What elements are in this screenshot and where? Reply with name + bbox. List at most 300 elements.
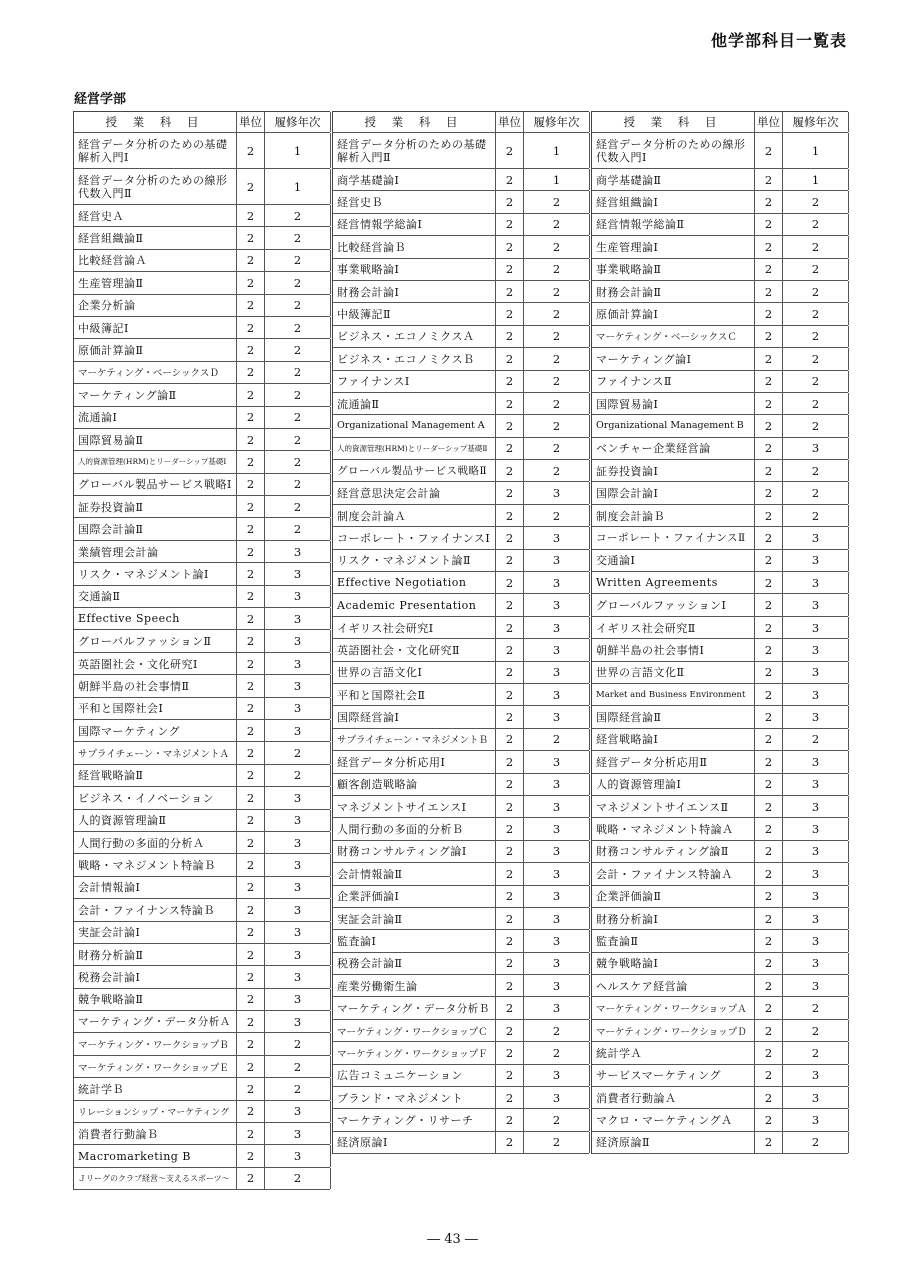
course-name: 監査論Ⅰ — [333, 930, 496, 951]
table-row — [74, 1078, 330, 1100]
course-credits: 2 — [755, 975, 783, 996]
course-year: 3 — [524, 997, 590, 1018]
course-year: 3 — [265, 966, 331, 987]
table-row — [333, 348, 589, 370]
course-year: 2 — [524, 415, 590, 436]
course-year: 3 — [783, 1087, 849, 1108]
course-name: マーケティング・ワークショップＡ — [592, 997, 755, 1018]
table-row — [592, 908, 848, 930]
course-year: 1 — [524, 169, 590, 190]
table-row — [592, 796, 848, 818]
course-year: 2 — [524, 393, 590, 414]
course-year: 3 — [524, 550, 590, 571]
table-row — [592, 438, 848, 460]
table-row — [74, 944, 330, 966]
course-credits: 2 — [237, 1078, 265, 1099]
table-row — [74, 854, 330, 876]
course-year: 2 — [265, 742, 331, 763]
table-row — [333, 191, 589, 213]
course-name: 朝鮮半島の社会事情Ⅰ — [592, 639, 755, 660]
header-credits: 単位 — [237, 112, 265, 132]
course-name: 実証会計論Ⅱ — [333, 908, 496, 929]
course-year: 3 — [524, 841, 590, 862]
table-row — [592, 303, 848, 325]
course-credits: 2 — [496, 1132, 524, 1153]
course-name: 戦略・マネジメント特論Ａ — [592, 818, 755, 839]
table-row — [74, 720, 330, 742]
course-year: 2 — [783, 393, 849, 414]
course-year: 2 — [265, 518, 331, 539]
course-year: 2 — [524, 1109, 590, 1130]
course-year: 3 — [524, 482, 590, 503]
course-year: 3 — [783, 550, 849, 571]
course-name: マーケティング論Ⅱ — [74, 384, 237, 405]
course-credits: 2 — [237, 877, 265, 898]
course-year: 3 — [783, 1109, 849, 1130]
header-year: 履修年次 — [265, 112, 331, 132]
course-name: 経営情報学総論Ⅰ — [333, 214, 496, 235]
table-row — [333, 930, 589, 952]
course-year: 3 — [524, 751, 590, 772]
course-credits: 2 — [755, 371, 783, 392]
course-name: 国際会計論Ⅱ — [74, 518, 237, 539]
course-credits: 2 — [496, 259, 524, 280]
course-credits: 2 — [755, 662, 783, 683]
table-row — [74, 765, 330, 787]
table-row — [74, 608, 330, 630]
table-header-row — [592, 112, 848, 133]
course-year: 3 — [265, 1123, 331, 1144]
course-credits: 2 — [496, 460, 524, 481]
course-credits: 2 — [496, 236, 524, 257]
course-credits: 2 — [237, 653, 265, 674]
table-row — [74, 989, 330, 1011]
course-year: 3 — [524, 796, 590, 817]
course-credits: 2 — [237, 362, 265, 383]
course-name: マネジメントサイエンスⅠ — [333, 796, 496, 817]
course-year: 3 — [783, 1065, 849, 1086]
course-year: 3 — [524, 930, 590, 951]
course-year: 1 — [783, 133, 849, 168]
table-row — [74, 1145, 330, 1167]
course-credits: 2 — [496, 550, 524, 571]
course-name: 交通論Ⅱ — [74, 586, 237, 607]
course-name: イギリス社会研究Ⅱ — [592, 617, 755, 638]
course-name: 経営情報学総論Ⅱ — [592, 214, 755, 235]
course-year: 2 — [265, 339, 331, 360]
course-name: 英語圏社会・文化研究Ⅱ — [333, 639, 496, 660]
course-year: 2 — [783, 236, 849, 257]
course-name: 中級簿記Ⅱ — [333, 303, 496, 324]
course-year: 3 — [524, 639, 590, 660]
header-credits: 単位 — [496, 112, 524, 132]
course-name: 経済原論Ⅰ — [333, 1132, 496, 1153]
course-year: 2 — [265, 1168, 331, 1189]
course-credits: 2 — [496, 1042, 524, 1063]
header-course: 授 業 科 目 — [333, 112, 496, 132]
course-name: ビジネス・イノベーション — [74, 787, 237, 808]
course-year: 3 — [524, 774, 590, 795]
course-year: 3 — [265, 586, 331, 607]
course-name: 監査論Ⅱ — [592, 930, 755, 951]
course-credits: 2 — [496, 438, 524, 459]
course-name: 税務会計論Ⅱ — [333, 953, 496, 974]
table-row — [333, 438, 589, 460]
course-credits: 2 — [496, 169, 524, 190]
course-name: 流通論Ⅰ — [74, 407, 237, 428]
course-name: 業績管理会計論 — [74, 541, 237, 562]
course-name: 経営戦略論Ⅱ — [74, 765, 237, 786]
course-credits: 2 — [755, 684, 783, 705]
course-year: 3 — [783, 841, 849, 862]
course-name: サプライチェーン・マネジメントＢ — [333, 729, 496, 750]
table-row — [592, 997, 848, 1019]
course-year: 1 — [265, 169, 331, 204]
table-row — [592, 1132, 848, 1154]
table-row — [74, 541, 330, 563]
table-row — [333, 594, 589, 616]
course-credits: 2 — [755, 214, 783, 235]
course-year: 3 — [783, 684, 849, 705]
course-credits: 2 — [496, 796, 524, 817]
table-row — [592, 482, 848, 504]
table-row — [592, 863, 848, 885]
course-year: 2 — [783, 348, 849, 369]
table-row — [592, 169, 848, 191]
course-year: 3 — [524, 908, 590, 929]
table-row — [592, 594, 848, 616]
course-credits: 2 — [496, 326, 524, 347]
table-row — [333, 236, 589, 258]
table-row — [592, 281, 848, 303]
table-row — [592, 1020, 848, 1042]
table-row — [74, 966, 330, 988]
course-name: Written Agreements — [592, 572, 755, 593]
page-number: ― 43 ― — [427, 1232, 478, 1247]
course-year: 2 — [783, 303, 849, 324]
course-credits: 2 — [237, 407, 265, 428]
table-row — [74, 1056, 330, 1078]
course-name: 経営データ分析応用Ⅰ — [333, 751, 496, 772]
course-name: 人間行動の多面的分析Ｂ — [333, 818, 496, 839]
course-credits: 2 — [755, 818, 783, 839]
table-row — [592, 662, 848, 684]
course-name: 経営データ分析のための線形代数入門Ⅱ — [74, 169, 237, 204]
course-credits: 2 — [755, 930, 783, 951]
table-row — [74, 496, 330, 518]
course-name: 原価計算論Ⅱ — [74, 339, 237, 360]
course-name: 会計・ファイナンス特論Ｂ — [74, 899, 237, 920]
course-year: 2 — [524, 505, 590, 526]
course-credits: 2 — [755, 841, 783, 862]
course-year: 3 — [265, 1011, 331, 1032]
course-year: 3 — [524, 594, 590, 615]
table-row — [333, 684, 589, 706]
course-name: 比較経営論Ａ — [74, 250, 237, 271]
course-name: 会計情報論Ⅱ — [333, 863, 496, 884]
course-year: 2 — [524, 1132, 590, 1153]
course-name: ビジネス・エコノミクスＢ — [333, 348, 496, 369]
course-credits: 2 — [755, 505, 783, 526]
course-year: 2 — [783, 281, 849, 302]
table-row — [74, 810, 330, 832]
table-row — [74, 133, 330, 169]
course-name: 人的資源管理(HRM)とリーダーシップ基礎Ⅱ — [333, 438, 496, 459]
course-year: 2 — [524, 1020, 590, 1041]
table-row — [74, 563, 330, 585]
table-row — [333, 886, 589, 908]
course-year: 3 — [783, 886, 849, 907]
table-row — [592, 975, 848, 997]
course-year: 3 — [783, 975, 849, 996]
course-year: 2 — [783, 505, 849, 526]
table-column-1 — [73, 111, 330, 1190]
course-credits: 2 — [496, 594, 524, 615]
course-credits: 2 — [496, 662, 524, 683]
course-year: 3 — [265, 720, 331, 741]
course-name: 世界の言語文化Ⅱ — [592, 662, 755, 683]
course-name: 経営データ分析応用Ⅱ — [592, 751, 755, 772]
course-year: 2 — [524, 259, 590, 280]
course-name: 広告コミュニケーション — [333, 1065, 496, 1086]
course-year: 2 — [783, 259, 849, 280]
course-name: 平和と国際社会Ⅱ — [333, 684, 496, 705]
course-year: 2 — [783, 997, 849, 1018]
table-row — [74, 295, 330, 317]
course-year: 1 — [265, 133, 331, 168]
course-year: 2 — [783, 460, 849, 481]
course-year: 2 — [524, 1042, 590, 1063]
course-credits: 2 — [496, 1065, 524, 1086]
course-name: マーケティング・ベーシックスＤ — [74, 362, 237, 383]
course-name: 経営史Ｂ — [333, 191, 496, 212]
course-credits: 2 — [237, 1123, 265, 1144]
course-name: 企業評価論Ⅰ — [333, 886, 496, 907]
course-credits: 2 — [755, 997, 783, 1018]
table-row — [74, 899, 330, 921]
course-credits: 2 — [496, 191, 524, 212]
course-credits: 2 — [755, 1020, 783, 1041]
course-name: 統計学Ｂ — [74, 1078, 237, 1099]
table-row — [592, 550, 848, 572]
table-row — [74, 877, 330, 899]
course-year: 3 — [265, 832, 331, 853]
course-year: 2 — [265, 227, 331, 248]
course-year: 3 — [783, 796, 849, 817]
course-year: 2 — [783, 415, 849, 436]
table-row — [592, 348, 848, 370]
course-year: 3 — [524, 572, 590, 593]
course-year: 2 — [524, 348, 590, 369]
course-credits: 2 — [755, 1087, 783, 1108]
course-name: マーケティング・ワークショップＣ — [333, 1020, 496, 1041]
table-row — [333, 169, 589, 191]
course-year: 2 — [265, 250, 331, 271]
course-year: 3 — [524, 975, 590, 996]
course-year: 3 — [524, 863, 590, 884]
course-credits: 2 — [755, 796, 783, 817]
course-name: 国際貿易論Ⅱ — [74, 429, 237, 450]
course-year: 2 — [265, 496, 331, 517]
course-year: 3 — [265, 630, 331, 651]
course-credits: 2 — [237, 966, 265, 987]
course-credits: 2 — [755, 1042, 783, 1063]
course-credits: 2 — [237, 1011, 265, 1032]
table-row — [333, 1109, 589, 1131]
course-year: 2 — [265, 765, 331, 786]
course-credits: 2 — [237, 250, 265, 271]
course-credits: 2 — [755, 1065, 783, 1086]
course-credits: 2 — [755, 303, 783, 324]
course-credits: 2 — [496, 953, 524, 974]
course-name: 人的資源管理(HRM)とリーダーシップ基礎Ⅰ — [74, 451, 237, 472]
course-name: サプライチェーン・マネジメントＡ — [74, 742, 237, 763]
course-name: マーケティング・データ分析Ａ — [74, 1011, 237, 1032]
table-row — [74, 1011, 330, 1033]
course-name: 事業戦略論Ⅱ — [592, 259, 755, 280]
course-year: 1 — [783, 169, 849, 190]
table-row — [74, 407, 330, 429]
course-name: 国際会計論Ⅰ — [592, 482, 755, 503]
course-name: 生産管理論Ⅰ — [592, 236, 755, 257]
course-credits: 2 — [755, 482, 783, 503]
table-row — [592, 259, 848, 281]
course-year: 2 — [524, 729, 590, 750]
table-row — [333, 1042, 589, 1064]
course-credits: 2 — [237, 541, 265, 562]
header-course: 授 業 科 目 — [592, 112, 755, 132]
course-credits: 2 — [237, 227, 265, 248]
table-row — [592, 617, 848, 639]
course-name: Market and Business Environment — [592, 684, 755, 705]
course-credits: 2 — [755, 572, 783, 593]
course-credits: 2 — [755, 133, 783, 168]
course-name: 人的資源管理論Ⅱ — [74, 810, 237, 831]
course-credits: 2 — [496, 482, 524, 503]
course-name: 国際マーケティング — [74, 720, 237, 741]
table-row — [333, 796, 589, 818]
table-row — [592, 751, 848, 773]
course-credits: 2 — [237, 586, 265, 607]
course-credits: 2 — [237, 1145, 265, 1166]
course-credits: 2 — [755, 908, 783, 929]
course-credits: 2 — [237, 133, 265, 168]
course-name: 世界の言語文化Ⅰ — [333, 662, 496, 683]
table-row — [74, 317, 330, 339]
table-row — [74, 250, 330, 272]
course-credits: 2 — [237, 317, 265, 338]
table-row — [592, 774, 848, 796]
course-year: 3 — [783, 639, 849, 660]
table-row — [333, 415, 589, 437]
course-credits: 2 — [237, 496, 265, 517]
course-credits: 2 — [237, 169, 265, 204]
table-row — [74, 675, 330, 697]
table-row — [333, 1132, 589, 1154]
course-name: 実証会計論Ⅰ — [74, 922, 237, 943]
course-credits: 2 — [496, 214, 524, 235]
course-name: 原価計算論Ⅰ — [592, 303, 755, 324]
course-year: 2 — [524, 236, 590, 257]
course-name: 経営データ分析のための基礎解析入門Ⅱ — [333, 133, 496, 168]
course-credits: 2 — [755, 863, 783, 884]
course-name: 比較経営論Ｂ — [333, 236, 496, 257]
course-name: 人的資源管理論Ⅰ — [592, 774, 755, 795]
table-row — [333, 908, 589, 930]
course-name: マーケティング・ワークショップＢ — [74, 1033, 237, 1054]
course-name: 国際経営論Ⅱ — [592, 706, 755, 727]
course-year: 3 — [265, 563, 331, 584]
course-name: マネジメントサイエンスⅡ — [592, 796, 755, 817]
course-credits: 2 — [237, 630, 265, 651]
course-year: 2 — [265, 1033, 331, 1054]
table-row — [333, 953, 589, 975]
header-credits: 単位 — [755, 112, 783, 132]
course-credits: 2 — [237, 922, 265, 943]
course-year: 2 — [524, 303, 590, 324]
course-year: 2 — [524, 191, 590, 212]
course-name: マーケティング・ワークショップＥ — [74, 1056, 237, 1077]
course-name: Organizational Management B — [592, 415, 755, 436]
course-credits: 2 — [496, 886, 524, 907]
course-credits: 2 — [755, 886, 783, 907]
course-year: 1 — [524, 133, 590, 168]
table-row — [333, 505, 589, 527]
course-year: 3 — [783, 706, 849, 727]
course-year: 2 — [265, 295, 331, 316]
course-credits: 2 — [496, 371, 524, 392]
table-row — [592, 1065, 848, 1087]
table-row — [592, 505, 848, 527]
course-year: 2 — [783, 1020, 849, 1041]
course-name: 消費者行動論Ｂ — [74, 1123, 237, 1144]
table-row — [333, 617, 589, 639]
table-row — [333, 281, 589, 303]
course-credits: 2 — [237, 989, 265, 1010]
table-row — [592, 393, 848, 415]
course-year: 2 — [265, 205, 331, 226]
course-year: 3 — [783, 774, 849, 795]
table-row — [592, 527, 848, 549]
course-name: 会計情報論Ⅰ — [74, 877, 237, 898]
course-credits: 2 — [496, 684, 524, 705]
table-row — [74, 169, 330, 205]
course-credits: 2 — [496, 1109, 524, 1130]
course-credits: 2 — [496, 572, 524, 593]
course-credits: 2 — [237, 205, 265, 226]
course-year: 3 — [783, 863, 849, 884]
course-name: 経営戦略論Ⅰ — [592, 729, 755, 750]
course-year: 2 — [524, 326, 590, 347]
course-credits: 2 — [237, 272, 265, 293]
course-name: 会計・ファイナンス特論Ａ — [592, 863, 755, 884]
course-credits: 2 — [237, 563, 265, 584]
course-year: 3 — [265, 944, 331, 965]
table-row — [592, 818, 848, 840]
course-name: 財務分析論Ⅰ — [592, 908, 755, 929]
course-year: 2 — [524, 438, 590, 459]
table-row — [592, 684, 848, 706]
course-credits: 2 — [237, 384, 265, 405]
table-row — [592, 729, 848, 751]
course-year: 2 — [265, 474, 331, 495]
table-row — [592, 1087, 848, 1109]
course-name: グローバルファッションⅡ — [74, 630, 237, 651]
course-name: 朝鮮半島の社会事情Ⅱ — [74, 675, 237, 696]
table-row — [592, 1042, 848, 1064]
course-credits: 2 — [755, 953, 783, 974]
table-row — [333, 527, 589, 549]
